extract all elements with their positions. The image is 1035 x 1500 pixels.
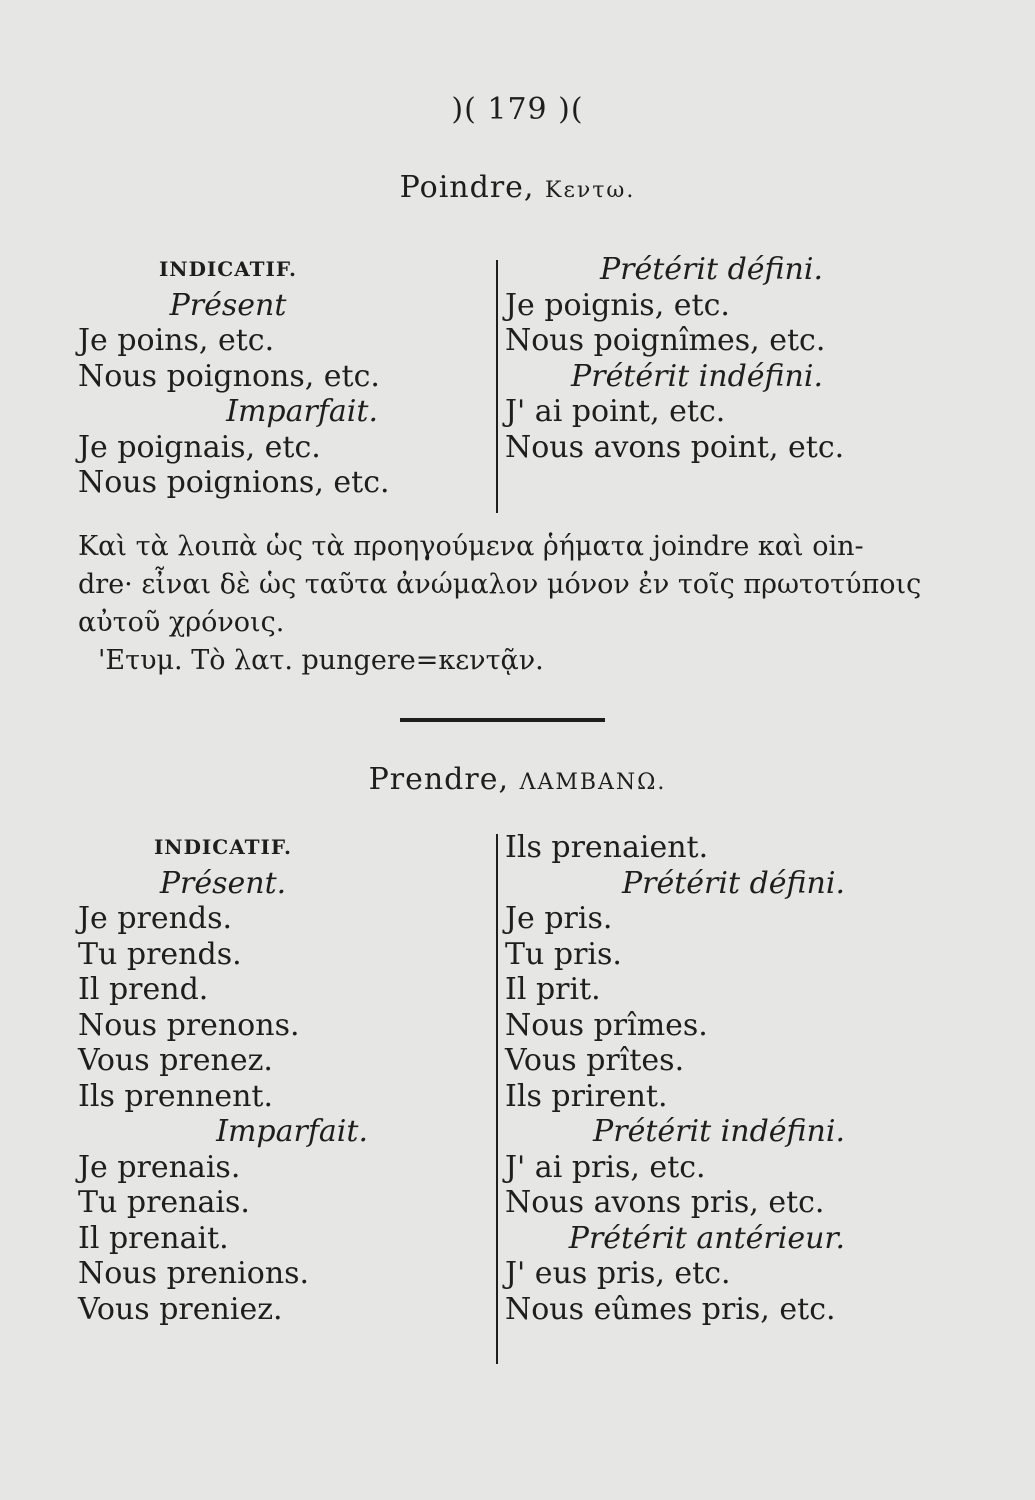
conjugation-line: Vous preniez. — [78, 1291, 283, 1327]
conjugation-line: Je prends. — [78, 901, 233, 936]
conjugation-line: Je poins, etc. — [78, 323, 275, 358]
paragraph-line: Καὶ τὰ λοιπὰ ὡς τὰ προηγούμενα ῥήματα joindre καὶ oin- — [78, 531, 864, 562]
conjugation-line: Ils prirent. — [505, 1078, 668, 1114]
conjugation-line: Tu prenais. — [78, 1185, 250, 1220]
conjugation-line: Nous poignons, etc. — [78, 358, 380, 394]
section-heading-poindre — [0, 170, 1035, 205]
conjugation-line: Je pris. — [505, 901, 613, 936]
conjugation-line: Vous prenez. — [78, 1043, 273, 1078]
conjugation-line: J' ai pris, etc. — [505, 1149, 706, 1185]
conjugation-column-left — [78, 830, 368, 1327]
conjugation-line: Présent. — [159, 865, 287, 901]
conjugation-line: Imparfait. — [216, 1114, 368, 1149]
conjugation-line: Tu prends. — [78, 936, 242, 972]
conjugation-line: Nous prîmes. — [505, 1007, 708, 1043]
conjugation-line: Prétérit défini. — [621, 865, 845, 901]
conjugation-line: J' ai point, etc. — [505, 394, 726, 429]
greek-note-paragraph — [78, 528, 940, 680]
heading-greek: Κεντω. — [545, 178, 636, 203]
conjugation-line: Il prenait. — [78, 1220, 229, 1256]
conjugation-line: Nous eûmes pris, etc. — [505, 1291, 836, 1327]
conjugation-line: INDICATIF. — [158, 257, 298, 281]
conjugation-line: Nous poignîmes, etc. — [505, 323, 826, 358]
conjugation-line: Je poignais, etc. — [78, 429, 321, 465]
conjugation-line: Nous poignions, etc. — [78, 465, 390, 500]
conjugation-line: Je prenais. — [78, 1149, 241, 1185]
section-heading-prendre — [0, 762, 1035, 797]
conjugation-line: INDICATIF. — [153, 835, 293, 859]
conjugation-line: Je poignis, etc. — [505, 287, 730, 323]
conjugation-line: Ils prennent. — [78, 1078, 273, 1114]
conjugation-line: J' eus pris, etc. — [505, 1256, 731, 1291]
paragraph-line: αὐτοῦ χρόνοις. — [78, 607, 285, 638]
conjugation-line: Prétérit indéfini. — [571, 358, 823, 394]
conjugation-line: Tu pris. — [505, 936, 622, 972]
section-separator — [400, 718, 605, 722]
column-divider — [496, 260, 498, 513]
conjugation-column-left — [78, 252, 390, 501]
page-number: )( 179 )( — [451, 92, 584, 127]
conjugation-line: Prétérit indéfini. — [593, 1114, 845, 1149]
conjugation-line: Prétérit antérieur. — [568, 1220, 845, 1256]
heading-french: Prendre, — [368, 762, 510, 797]
conjugation-line: Nous prenons. — [78, 1007, 300, 1043]
conjugation-line: Prétérit défini. — [599, 252, 823, 287]
conjugation-line: Il prend. — [78, 972, 209, 1007]
conjugation-column-right — [505, 252, 845, 465]
conjugation-line: Imparfait. — [226, 394, 378, 429]
heading-french: Poindre, — [399, 170, 535, 205]
conjugation-line: Ils prenaient. — [505, 830, 709, 865]
column-divider — [496, 834, 498, 1364]
paragraph-line: 'Ετυμ. Τὸ λατ. pungere=κεντᾷν. — [98, 645, 544, 676]
conjugation-line: Il prit. — [505, 972, 601, 1007]
conjugation-line: Nous prenions. — [78, 1256, 310, 1291]
conjugation-column-right — [505, 830, 845, 1327]
heading-greek: ΛΑΜΒΑΝΩ. — [519, 770, 667, 795]
paragraph-line: dre· εἶναι δὲ ὡς ταῦτα ἀνώμαλον μόνον ἐν τοῖς πρωτοτύποις — [78, 569, 922, 600]
conjugation-line: Vous prîtes. — [505, 1043, 685, 1078]
conjugation-line: Nous avons pris, etc. — [505, 1185, 825, 1220]
conjugation-line: Présent — [169, 287, 287, 323]
conjugation-line: Nous avons point, etc. — [505, 429, 845, 465]
